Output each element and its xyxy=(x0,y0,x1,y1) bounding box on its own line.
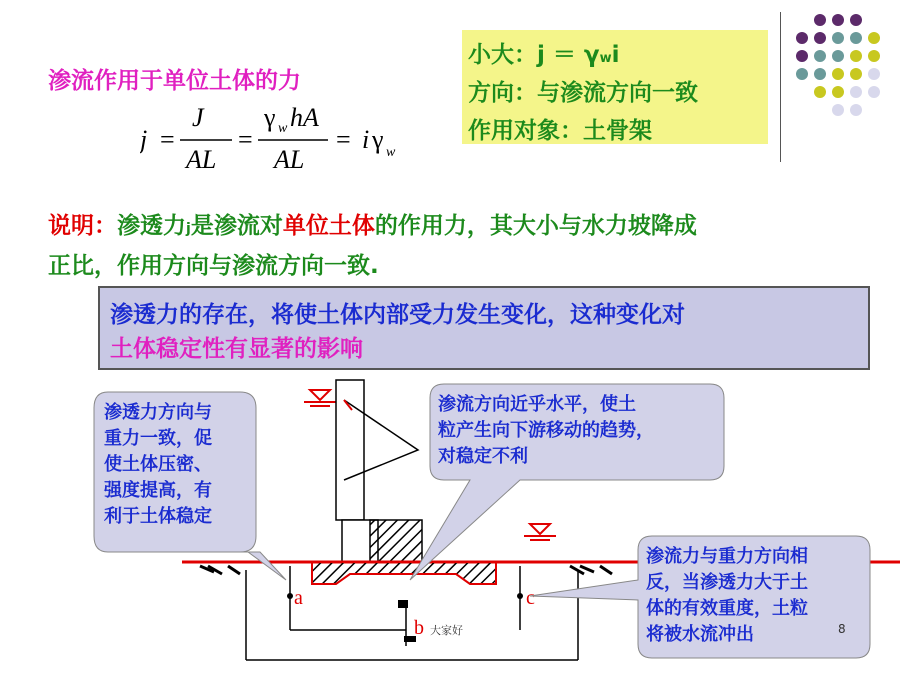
sheet-wall xyxy=(336,380,364,520)
formula-hA: hA xyxy=(290,103,319,132)
formula-gamma-2: γ xyxy=(372,125,384,154)
foundation-apron xyxy=(312,562,496,584)
downstream-water-level-icon xyxy=(524,524,556,540)
dam-block-hatched xyxy=(370,520,422,562)
svg-text:=: = xyxy=(160,125,175,154)
target-line: 作用对象：土骨架 xyxy=(468,118,652,144)
direction-line: 方向：与渗流方向一致 xyxy=(468,80,698,106)
label-b: b xyxy=(414,617,424,639)
divider-line xyxy=(780,12,781,162)
formula-AL-1: AL xyxy=(186,145,217,174)
upstream-water-level-icon xyxy=(304,390,336,406)
magnitude-line: 小大：j ＝ γwi xyxy=(468,42,620,68)
formula-J: J xyxy=(192,103,204,132)
label-a: a xyxy=(294,587,303,609)
formula-w-sub-2: w xyxy=(386,145,396,160)
formula-AL-2: AL xyxy=(274,145,305,174)
note-line-2: 正比，作用方向与渗流方向一致. xyxy=(48,253,379,279)
svg-text:=: = xyxy=(238,125,253,154)
footer-text: 大家好 xyxy=(430,624,463,637)
page-number: 8 xyxy=(838,622,846,636)
point-c-marker xyxy=(517,593,523,599)
formula-j: j xyxy=(140,125,148,154)
label-c: c xyxy=(526,587,535,609)
emphasis-box xyxy=(98,286,870,370)
summary-box xyxy=(462,30,768,144)
seepage-force-formula xyxy=(140,100,420,180)
decorative-dot-grid xyxy=(790,12,900,122)
formula-i: i xyxy=(362,125,370,154)
point-a-marker xyxy=(287,593,293,599)
point-b-marker xyxy=(398,600,408,608)
explanation-note xyxy=(48,208,898,285)
callout-left-text: 渗透力方向与 重力一致，促 使土体压密、 强度提高，有 利于土体稳定 xyxy=(104,402,212,527)
emphasis-line-2: 土体稳定性有显著的影响 xyxy=(110,336,363,362)
callout-right-text: 渗流力与重力方向相 反，当渗透力大于土 体的有效重度，土粒 将被水流冲出 xyxy=(646,546,808,645)
note-line-1: 说明：渗透力j是渗流对单位土体的作用力，其大小与水力坡降成 xyxy=(48,213,697,239)
svg-text:=: = xyxy=(336,125,351,154)
formula-gamma: γ xyxy=(264,103,276,132)
formula-w-sub-1: w xyxy=(278,121,288,136)
emphasis-line-1: 渗透力的存在，将使土体内部受力发生变化，这种变化对 xyxy=(110,302,685,328)
slide-title: 渗流作用于单位土体的力 xyxy=(48,68,301,94)
callout-middle-text: 渗流方向近乎水平，使土 粒产生向下游移动的趋势， 对稳定不利 xyxy=(438,394,654,467)
